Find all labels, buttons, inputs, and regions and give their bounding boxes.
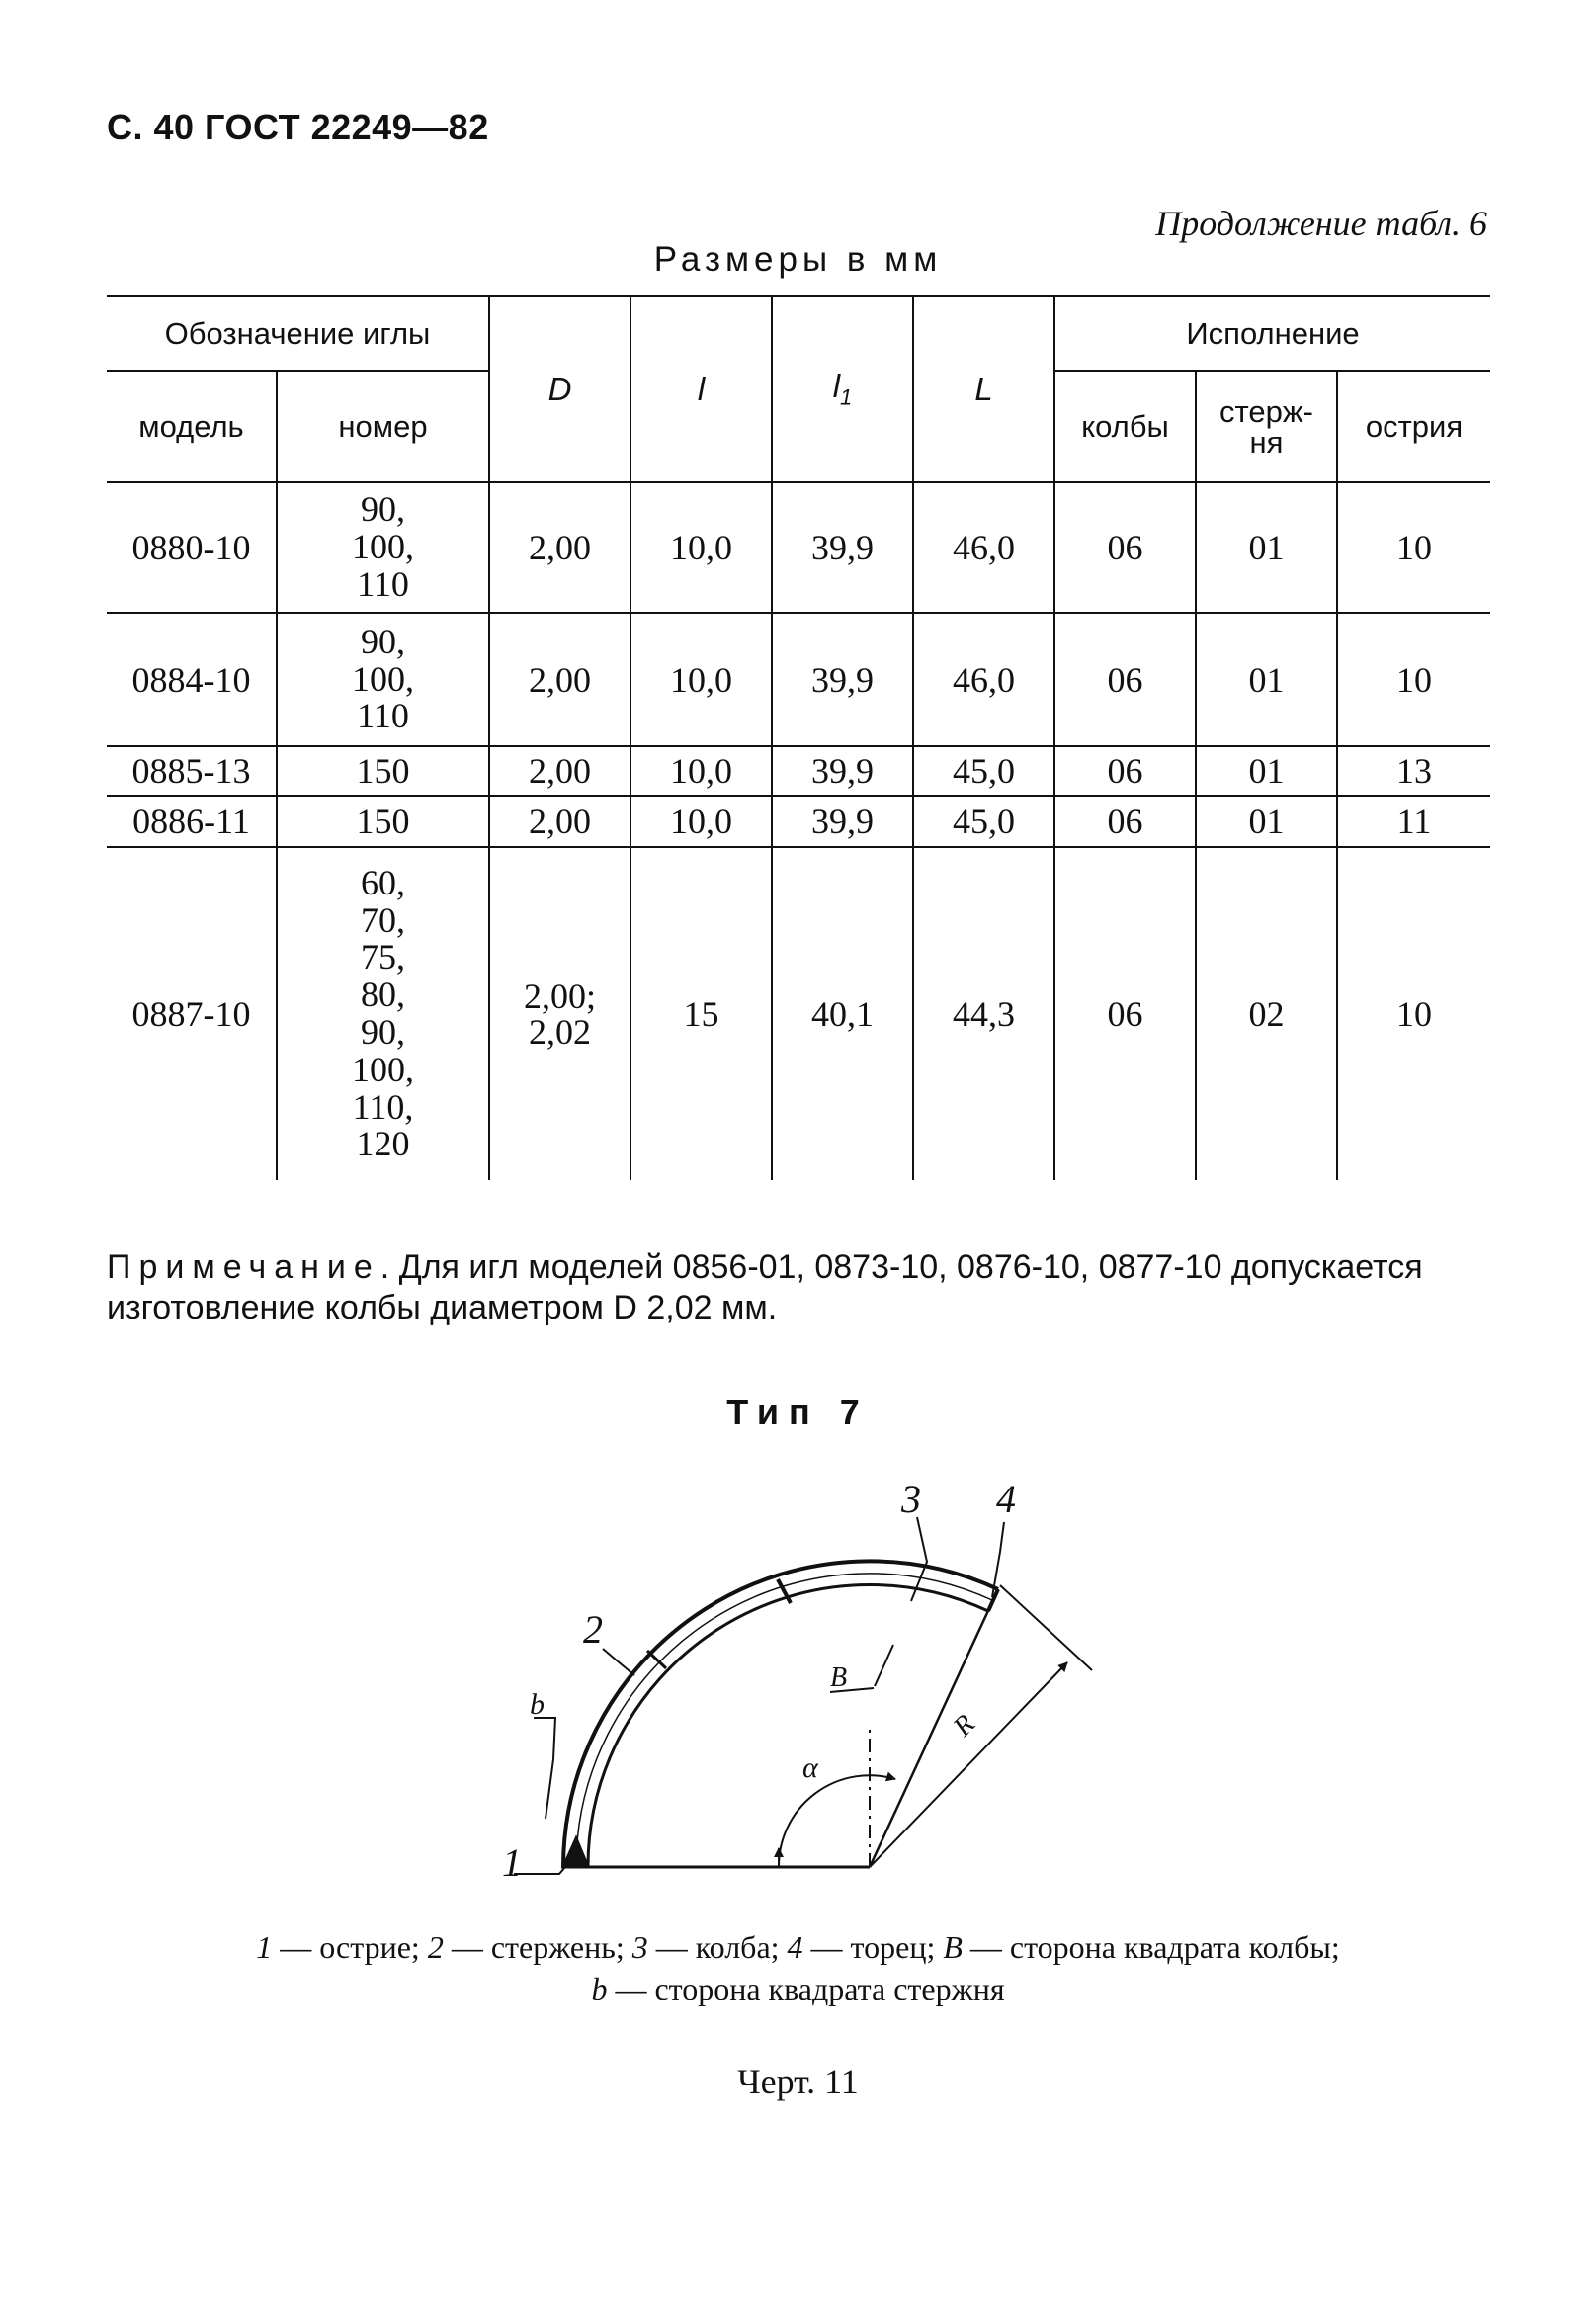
cell-L: 46,0 <box>913 613 1054 746</box>
cell-shank: 02 <box>1196 847 1337 1180</box>
cell-bulb: 06 <box>1054 847 1196 1180</box>
cell-numbers: 60, 70, 75, 80, 90, 100, 110, 120 <box>277 847 489 1180</box>
b-big-dimension <box>875 1645 893 1686</box>
cell-D: 2,00 <box>489 613 630 746</box>
cell-numbers: 90, 100, 110 <box>277 613 489 746</box>
alpha-arc <box>779 1775 895 1867</box>
cell-D: 2,00 <box>489 746 630 796</box>
label-shank: 2 <box>583 1607 603 1652</box>
figure-caption: Черт. 11 <box>737 2062 859 2101</box>
type-title: Тип 7 <box>726 1392 870 1432</box>
b-small-dimension <box>546 1759 553 1819</box>
label-B: B <box>830 1662 848 1693</box>
cell-L: 44,3 <box>913 847 1054 1180</box>
leader-4 <box>992 1522 1004 1597</box>
r-dimension-line <box>870 1662 1067 1867</box>
cell-D: 2,00 <box>489 796 630 847</box>
cell-model: 0886-11 <box>107 796 277 847</box>
cell-l: 10,0 <box>630 746 772 796</box>
units-caption: Размеры в мм <box>653 240 943 279</box>
header-L: L <box>913 296 1054 482</box>
cell-point: 10 <box>1337 847 1490 1180</box>
legend-num-B: B <box>943 1929 963 1965</box>
header-l: l <box>630 296 772 482</box>
cell-model: 0887-10 <box>107 847 277 1180</box>
label-end: 4 <box>996 1477 1016 1521</box>
cell-point: 10 <box>1337 482 1490 613</box>
needle-mid-arc <box>576 1574 992 1867</box>
legend-text-1: — острие; <box>272 1929 428 1965</box>
cell-numbers: 150 <box>277 746 489 796</box>
legend-num-1: 1 <box>256 1929 273 1965</box>
cell-D: 2,00; 2,02 <box>489 847 630 1180</box>
legend-num-b: b <box>591 1970 608 2006</box>
cell-point: 11 <box>1337 796 1490 847</box>
label-b: b <box>530 1688 545 1721</box>
cell-l1: 39,9 <box>772 613 913 746</box>
page-header: С. 40 ГОСТ 22249—82 <box>107 107 489 147</box>
header-bulb: колбы <box>1054 371 1196 482</box>
cell-l: 10,0 <box>630 482 772 613</box>
header-l1-sub: 1 <box>840 384 853 410</box>
cell-l1: 40,1 <box>772 847 913 1180</box>
cell-l: 10,0 <box>630 613 772 746</box>
legend-num-2: 2 <box>427 1929 444 1965</box>
note-text: . Для игл моделей 0856-01, 0873-10, 0876-10, 0877-10 допускается изготовление колбы диаметром D 2,02 мм. <box>107 1248 1423 1327</box>
cell-bulb: 06 <box>1054 796 1196 847</box>
cell-L: 46,0 <box>913 482 1054 613</box>
needle-outer-arc <box>563 1561 998 1867</box>
cell-numbers: 150 <box>277 796 489 847</box>
label-bulb: 3 <box>901 1477 921 1521</box>
cell-point: 13 <box>1337 746 1490 796</box>
legend-text-b: — сторона квадрата стержня <box>607 1970 1005 2006</box>
legend-text-4: — торец; <box>802 1929 944 1965</box>
cell-point: 10 <box>1337 613 1490 746</box>
cell-model: 0880-10 <box>107 482 277 613</box>
cell-shank: 01 <box>1196 796 1337 847</box>
figure-legend <box>0 1927 1596 2009</box>
cell-l1: 39,9 <box>772 746 913 796</box>
header-designation: Обозначение иглы <box>107 296 489 371</box>
legend-num-4: 4 <box>787 1929 803 1965</box>
cell-L: 45,0 <box>913 746 1054 796</box>
cell-L: 45,0 <box>913 796 1054 847</box>
header-execution: Исполнение <box>1054 296 1490 371</box>
cell-shank: 01 <box>1196 482 1337 613</box>
legend-text-2: — стержень; <box>443 1929 632 1965</box>
header-model: модель <box>107 371 277 482</box>
cell-l1: 39,9 <box>772 482 913 613</box>
cell-l1: 39,9 <box>772 796 913 847</box>
note-label: Примечание <box>107 1248 380 1286</box>
header-shank: стерж- ня <box>1196 371 1337 482</box>
header-l1-main: l <box>832 367 841 404</box>
cell-l: 10,0 <box>630 796 772 847</box>
header-D: D <box>489 296 630 482</box>
label-alpha: α <box>802 1751 818 1784</box>
cell-model: 0885-13 <box>107 746 277 796</box>
cell-shank: 01 <box>1196 613 1337 746</box>
label-R: R <box>947 1708 981 1743</box>
cell-model: 0884-10 <box>107 613 277 746</box>
cell-D: 2,00 <box>489 482 630 613</box>
cell-bulb: 06 <box>1054 746 1196 796</box>
table-continuation: Продолжение табл. 6 <box>1155 204 1487 243</box>
legend-num-3: 3 <box>631 1929 648 1965</box>
cell-l: 15 <box>630 847 772 1180</box>
legend-text-B: — сторона квадрата колбы; <box>962 1929 1340 1965</box>
legend-text-3: — колба; <box>647 1929 788 1965</box>
cell-bulb: 06 <box>1054 613 1196 746</box>
header-number: номер <box>277 371 489 482</box>
needle-point <box>563 1838 588 1867</box>
cell-shank: 01 <box>1196 746 1337 796</box>
r-extension-line <box>1000 1585 1092 1670</box>
label-point: 1 <box>502 1840 522 1885</box>
header-point: острия <box>1337 371 1490 482</box>
cell-bulb: 06 <box>1054 482 1196 613</box>
leader-2 <box>603 1649 634 1675</box>
cell-numbers: 90, 100, 110 <box>277 482 489 613</box>
